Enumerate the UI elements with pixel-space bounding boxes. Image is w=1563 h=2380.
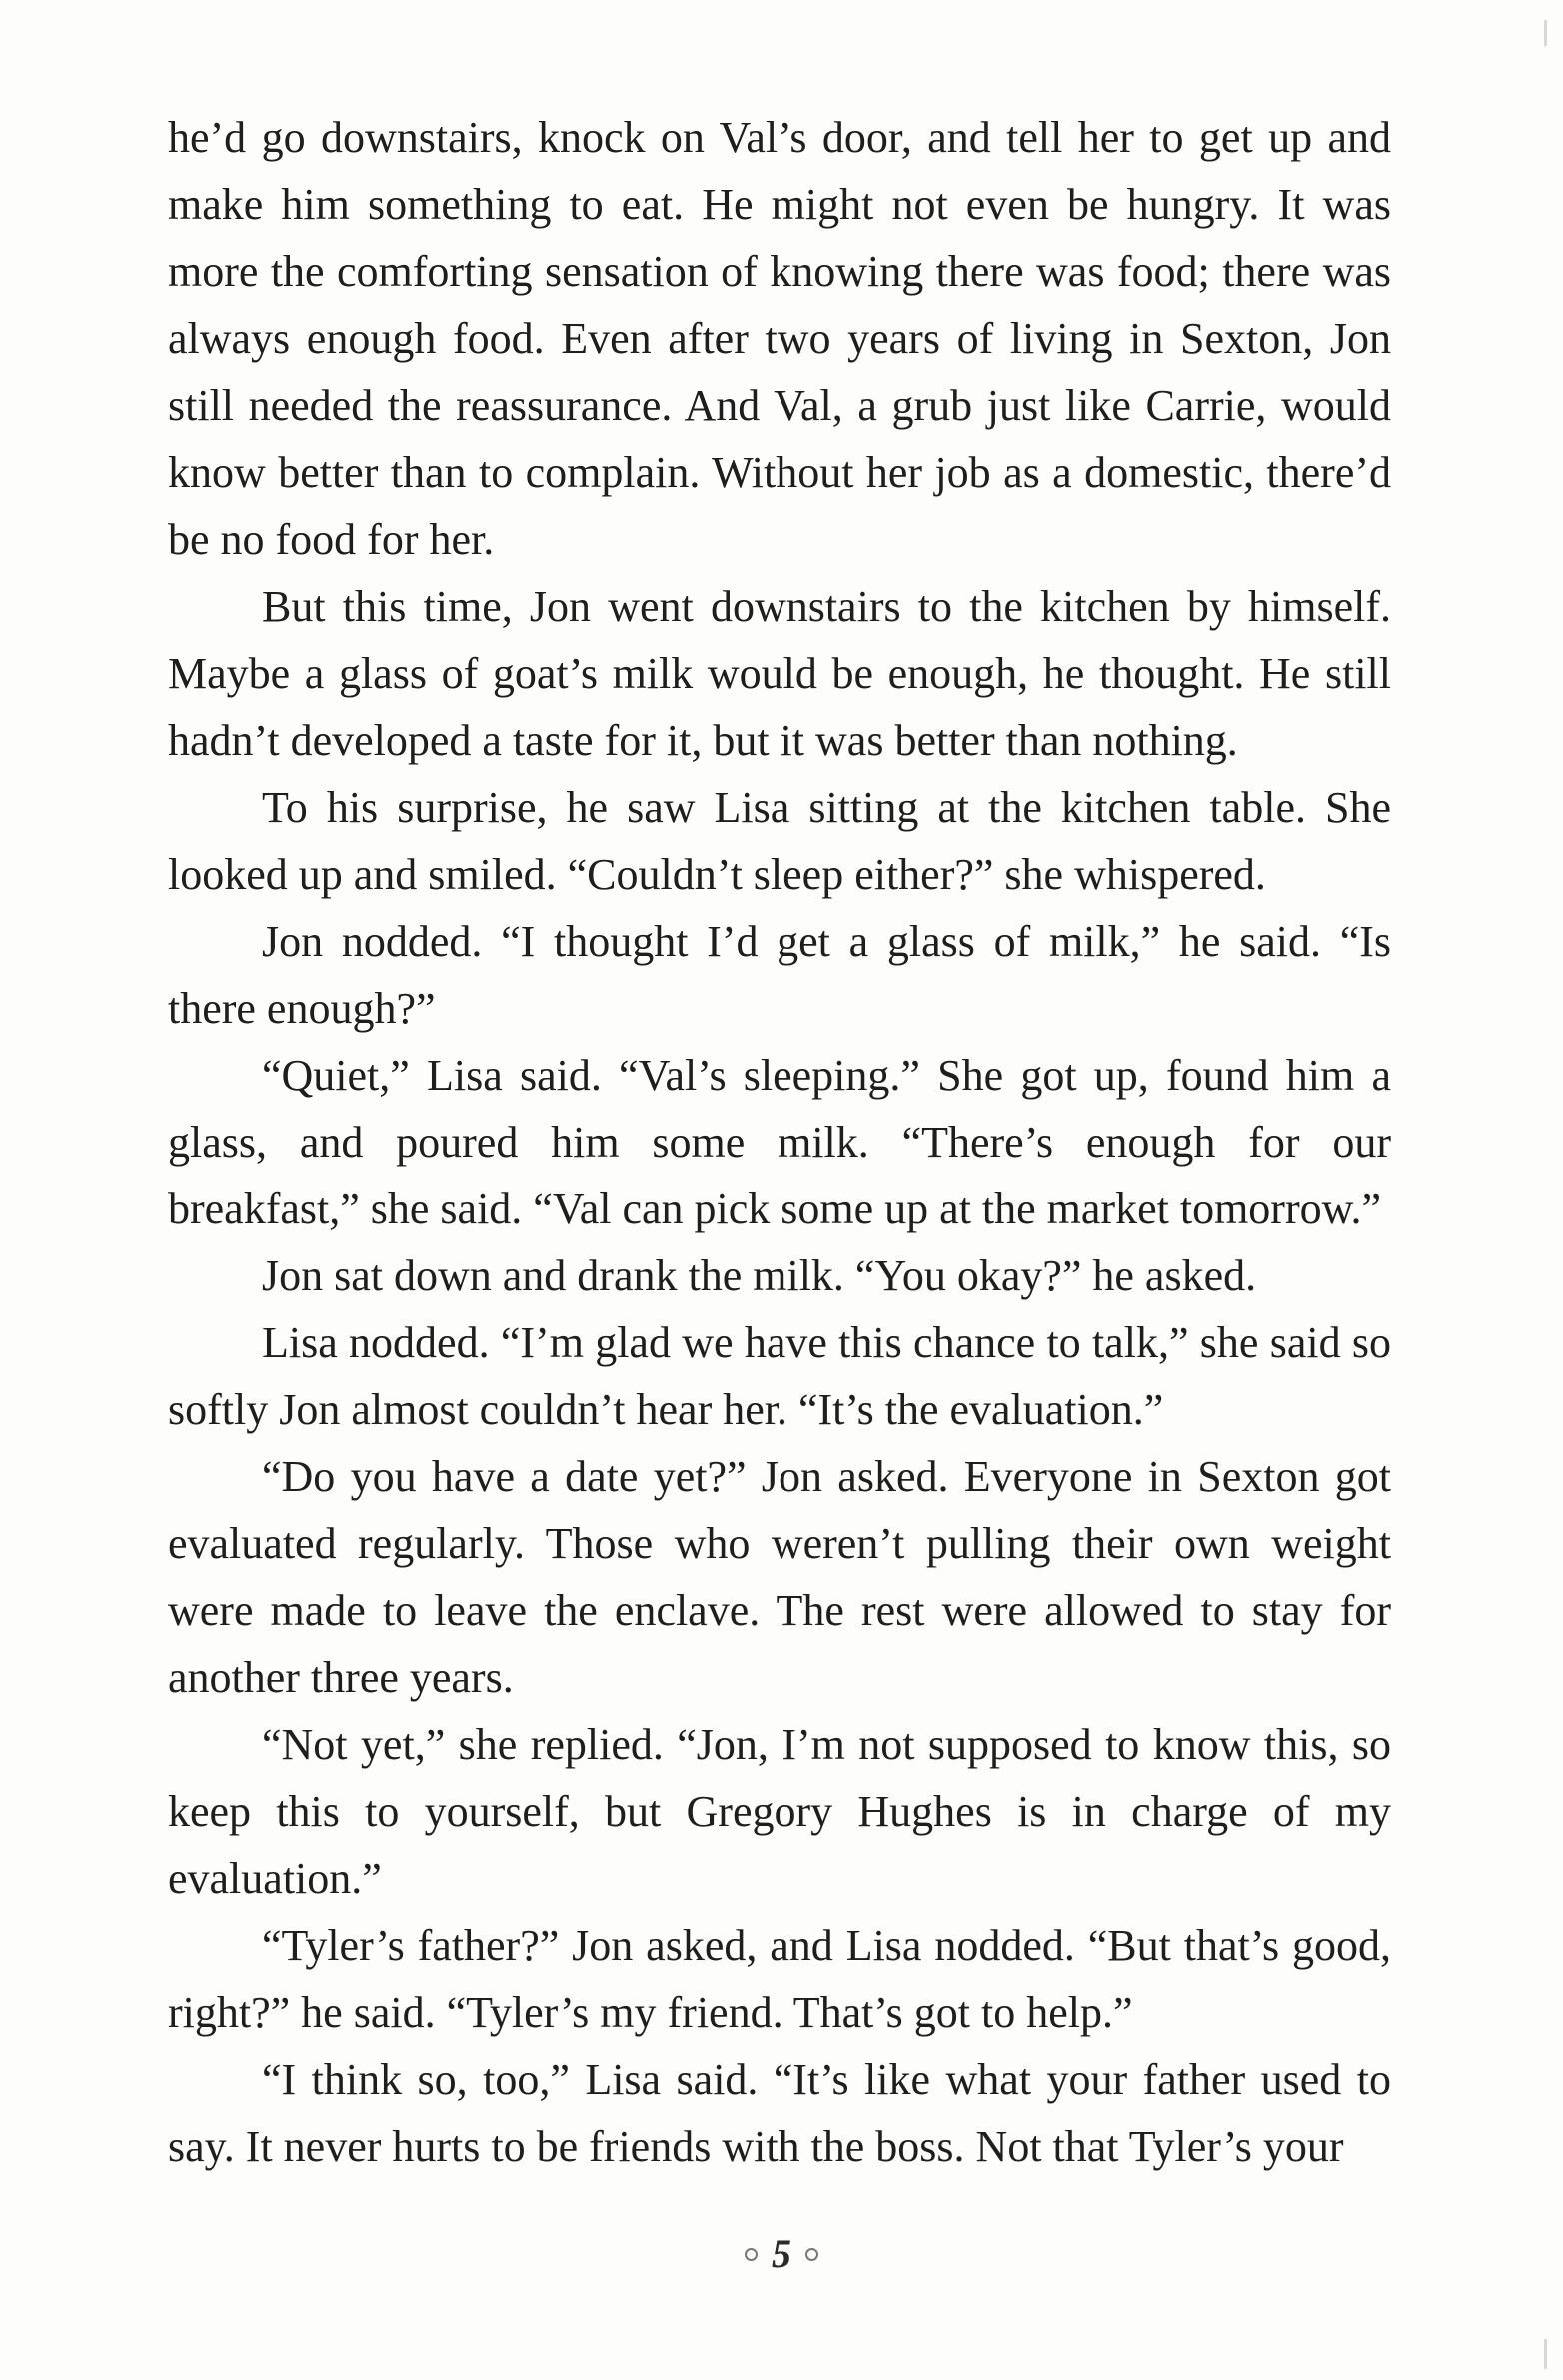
scan-edge-mark xyxy=(1544,20,1547,46)
paragraph: But this time, Jon went downstairs to the kitchen by himself. Maybe a glass of goat’s milk would be enough, he thought. He still hadn’t developed a taste for it, but it was better than nothing. xyxy=(168,582,1391,765)
body-text xyxy=(168,104,1391,2180)
ornament-dot-icon xyxy=(745,2248,758,2261)
paragraph: “I think so, too,” Lisa said. “It’s like what your father used to say. It never hurts to be friends with the boss. Not that Tyler’s your xyxy=(168,2055,1391,2171)
paragraph: To his surprise, he saw Lisa sitting at the kitchen table. She looked up and smiled. “Couldn’t sleep either?” she whispered. xyxy=(168,783,1391,899)
ornament-dot-icon xyxy=(805,2248,818,2261)
paragraph: “Quiet,” Lisa said. “Val’s sleeping.” She got up, found him a glass, and poured him some milk. “There’s enough for our breakfast,” she said. “Val can pick some up at the market tomorrow.” xyxy=(168,1051,1391,1233)
page-number: 5 xyxy=(772,2231,791,2276)
paragraph: “Do you have a date yet?” Jon asked. Everyone in Sexton got evaluated regularly. Those who weren’t pulling their own weight were made to leave the enclave. The rest were allowed to stay for another three years. xyxy=(168,1452,1391,1702)
scan-edge-mark xyxy=(1544,2339,1547,2369)
paragraph: “Tyler’s father?” Jon asked, and Lisa nodded. “But that’s good, right?” he said. “Tyler’s my friend. That’s got to help.” xyxy=(168,1921,1391,2037)
paragraph: Lisa nodded. “I’m glad we have this chance to talk,” she said so softly Jon almost couldn’t hear her. “It’s the evaluation.” xyxy=(168,1318,1391,1434)
paragraph: Jon nodded. “I thought I’d get a glass of milk,” he said. “Is there enough?” xyxy=(168,917,1391,1033)
paragraph: “Not yet,” she replied. “Jon, I’m not supposed to know this, so keep this to yourself, but Gregory Hughes is in charge of my evaluation.” xyxy=(168,1720,1391,1903)
paragraph: Jon sat down and drank the milk. “You okay?” he asked. xyxy=(262,1251,1257,1300)
paragraph-continued: he’d go downstairs, knock on Val’s door, and tell her to get up and make him something to eat. He might not even be hungry. It was more the comforting sensation of knowing there was food; there was always enough food. Even after two years of living in Sexton, Jon still needed the reassurance. And Val, a grub just like Carrie, would know better than to complain. Without her job as a domestic, there’d be no food for her. xyxy=(168,113,1391,564)
page-number-footer xyxy=(0,2229,1563,2279)
